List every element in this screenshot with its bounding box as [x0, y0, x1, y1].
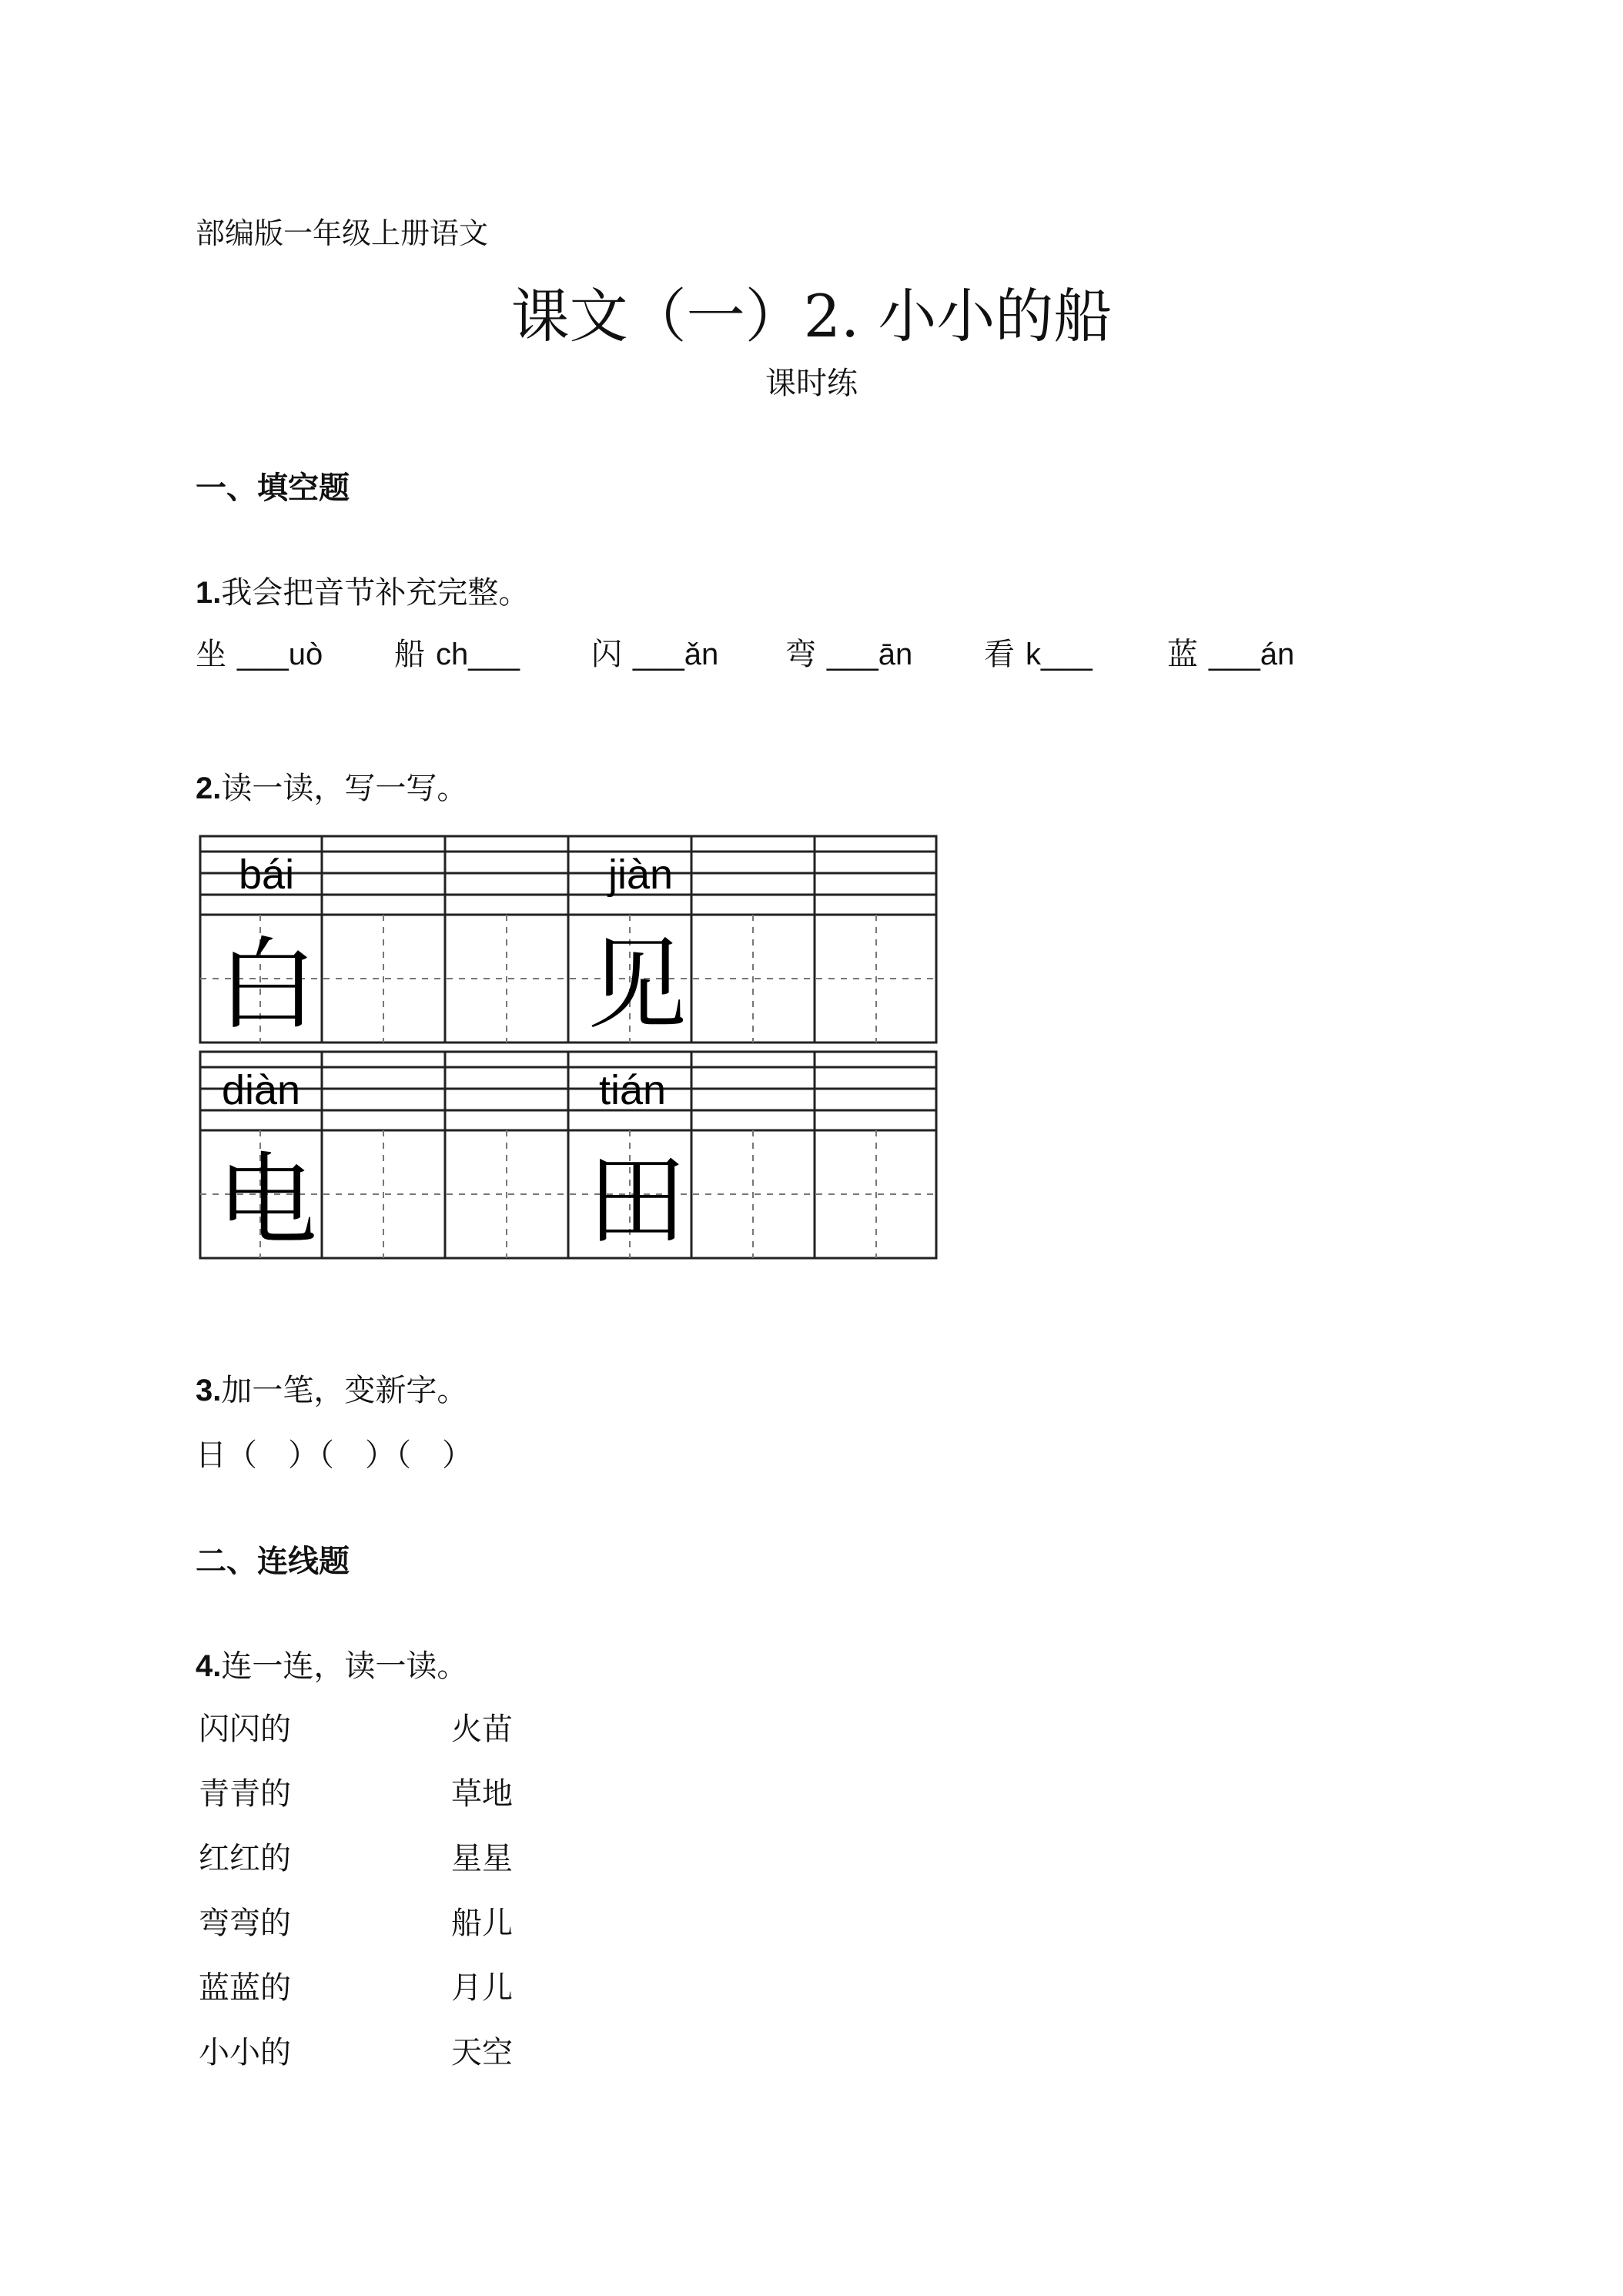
pinyin-blank[interactable]: ch___ — [436, 638, 520, 671]
pinyin-item — [591, 630, 718, 674]
question-3-number: 3. — [196, 1374, 222, 1407]
question-4-text: 连一连，读一读。 — [221, 1648, 468, 1684]
grid-pinyin: tián — [599, 1067, 667, 1113]
add-stroke-line[interactable]: 日（ ）（ ）（ ） — [196, 1438, 473, 1473]
match-right-item[interactable]: 月儿 — [451, 1970, 513, 2006]
pinyin-item-char: 弯 — [785, 637, 816, 672]
writing-grid-1 — [199, 835, 938, 1044]
section-matching: 二、连线题 — [196, 1543, 350, 1579]
question-2-text: 读一读，写一写。 — [221, 771, 468, 806]
pinyin-item — [394, 630, 520, 674]
writing-grid-2 — [199, 1050, 938, 1260]
pinyin-blank[interactable]: k___ — [1026, 638, 1093, 671]
match-left-item[interactable]: 小小的 — [199, 2035, 291, 2070]
pinyin-item-char: 闪 — [591, 637, 622, 672]
pinyin-item — [984, 630, 1093, 674]
page-title: 课文（一）2. 小小的船 — [510, 282, 1113, 350]
match-right-item[interactable]: 船儿 — [451, 1906, 513, 1941]
question-4-number: 4. — [196, 1649, 222, 1683]
question-1-number: 1. — [196, 576, 222, 610]
pinyin-item — [1167, 630, 1294, 674]
grid-character: 见 — [587, 926, 688, 1043]
page-subtitle: 课时练 — [765, 366, 858, 401]
grid-character: 白 — [217, 926, 318, 1043]
grid-character: 电 — [217, 1142, 318, 1259]
section-fill-blank: 一、填空题 — [196, 470, 350, 506]
pinyin-item-char: 看 — [984, 637, 1015, 672]
pinyin-blank[interactable]: ___ǎn — [633, 638, 719, 671]
pinyin-blank[interactable]: ___án — [1209, 638, 1295, 671]
question-3-title — [196, 1366, 467, 1410]
match-right-item[interactable]: 草地 — [451, 1776, 513, 1812]
match-left-item[interactable]: 弯弯的 — [199, 1906, 291, 1941]
match-right-item[interactable]: 天空 — [451, 2035, 513, 2070]
grid-character: 田 — [587, 1142, 688, 1259]
pinyin-item — [196, 630, 323, 674]
pinyin-item — [785, 630, 912, 674]
question-3-text: 加一笔，变新字。 — [221, 1373, 468, 1408]
question-2-number: 2. — [196, 771, 222, 805]
pinyin-item-char: 蓝 — [1167, 637, 1198, 672]
writing-grid-svg-2 — [199, 1050, 938, 1260]
match-right-item[interactable]: 星星 — [451, 1841, 513, 1876]
match-left-item[interactable]: 蓝蓝的 — [199, 1970, 291, 2006]
pinyin-blank[interactable]: ___uò — [237, 638, 323, 671]
document-header: 部编版一年级上册语文 — [196, 216, 489, 250]
pinyin-item-char: 坐 — [196, 637, 226, 672]
question-4-title — [196, 1642, 467, 1685]
grid-pinyin: bái — [239, 852, 295, 898]
grid-pinyin: diàn — [222, 1067, 301, 1113]
match-left-item[interactable]: 闪闪的 — [199, 1712, 291, 1747]
question-2-title — [196, 764, 467, 808]
pinyin-blank[interactable]: ___ān — [827, 638, 913, 671]
writing-grid-svg-1 — [199, 835, 938, 1044]
grid-pinyin: jiàn — [608, 852, 674, 898]
question-1-text: 我会把音节补充完整。 — [221, 575, 530, 611]
match-right-item[interactable]: 火苗 — [451, 1712, 513, 1747]
match-left-item[interactable]: 红红的 — [199, 1841, 291, 1876]
match-left-item[interactable]: 青青的 — [199, 1776, 291, 1812]
pinyin-item-char: 船 — [394, 637, 425, 672]
question-1-title — [196, 568, 529, 612]
